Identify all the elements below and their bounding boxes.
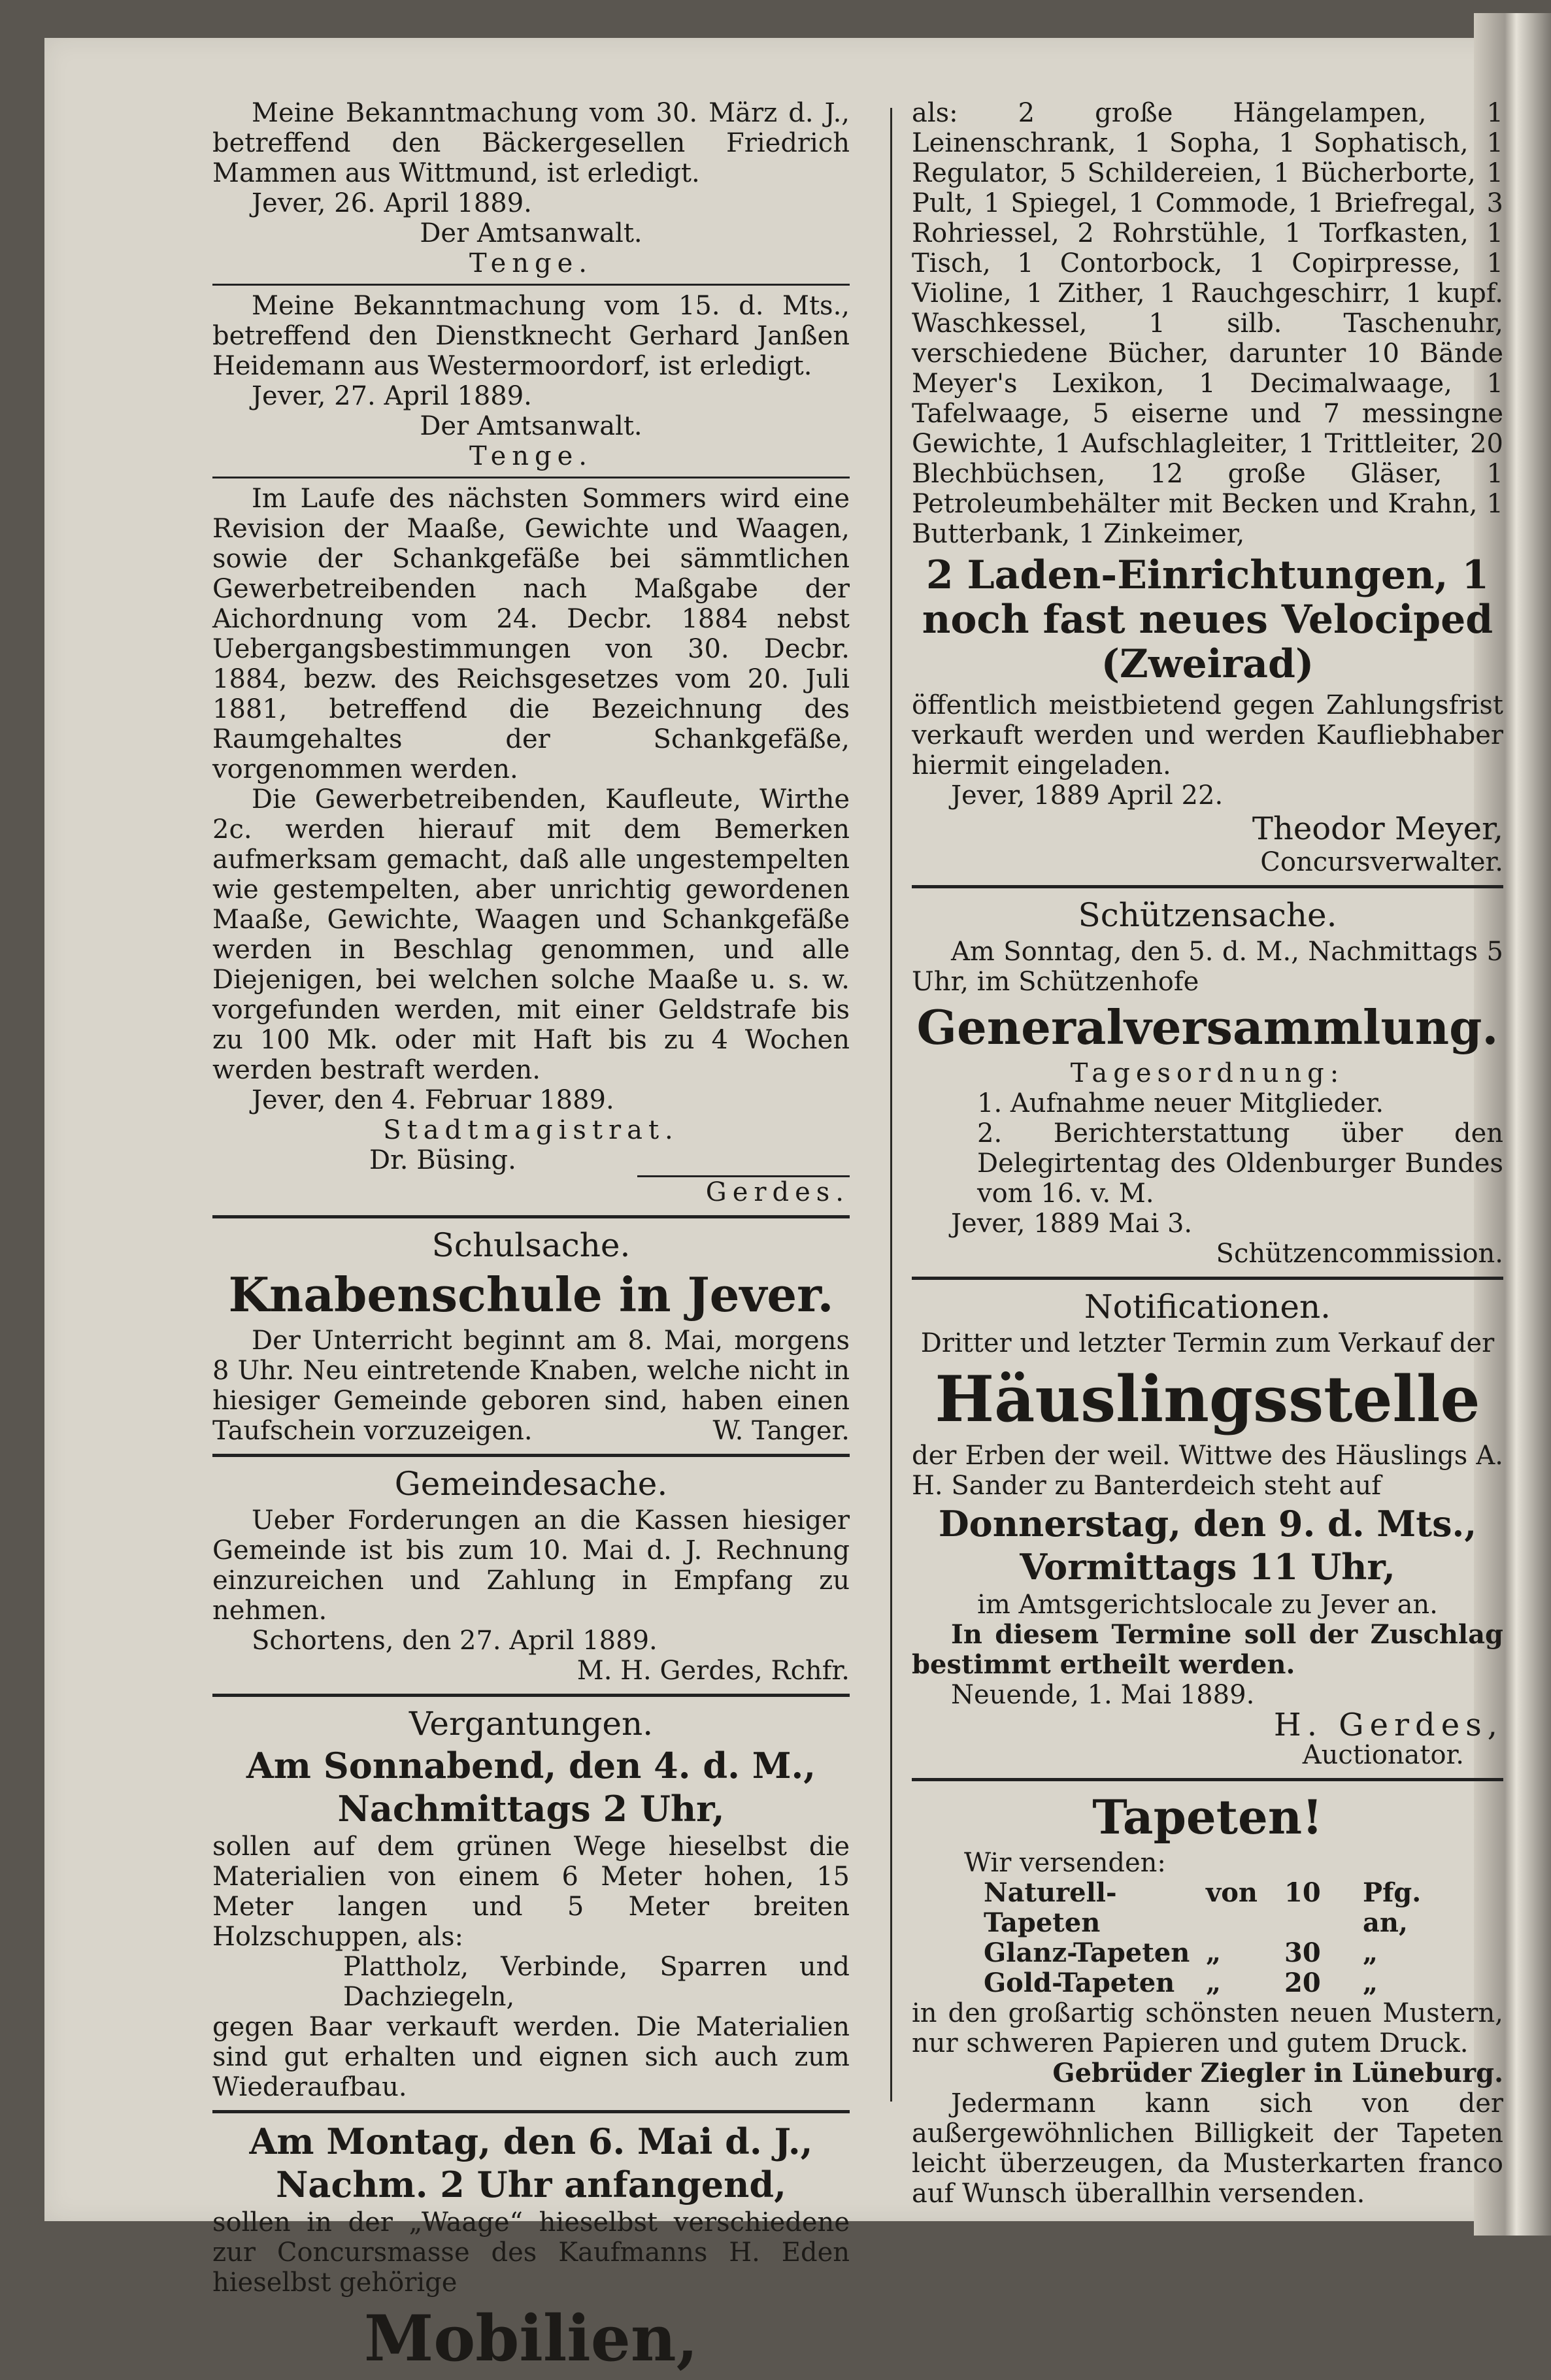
divider bbox=[212, 2110, 850, 2113]
section-title: Schützensache. bbox=[1078, 896, 1337, 934]
notice-paragraph: Im Laufe des nächsten Sommers wird eine Revision der Maaße, Gewichte und Waagen, sowie der Schankgefäße bei sämmtlichen Gewerbetreibenden nach Maßgabe der Aichordnung vom 24. Decbr. 1884 nebst Uebergangsbestimmungen von 30. Decbr. 1884, bezw. des Reichsgesetzes vom 20. Juli 1881, betreffend die Bezeichnung des Raumgehaltes der Schankgefäße, vorgenommen werden. bbox=[212, 484, 850, 784]
notice-office: Der Amtsanwalt. bbox=[420, 411, 642, 441]
price-prefix: von bbox=[1206, 1877, 1258, 1908]
notice-text: Dritter und letzter Termin zum Verkauf der bbox=[920, 1328, 1495, 1358]
notice-property-sale bbox=[912, 1288, 1503, 1770]
notice-text: Wir versenden: bbox=[964, 1848, 1166, 1878]
price-row bbox=[912, 1968, 1503, 1998]
notice-text: Meine Bekanntmachung vom 30. März d. J., betreffend den Bäckergesellen Friedrich Mammen aus Wittmund, ist erledigt. bbox=[212, 98, 850, 188]
agenda-item: 1. Aufnahme neuer Mitglieder. bbox=[977, 1088, 1384, 1118]
notice-office: Stadtmagistrat. bbox=[383, 1115, 679, 1145]
price-item: Glanz-Tapeten bbox=[984, 1937, 1190, 1968]
notice-date: Jever, 27. April 1889. bbox=[252, 381, 532, 411]
divider bbox=[212, 477, 850, 478]
price-value: 20 bbox=[1284, 1968, 1321, 1998]
sale-date: Donnerstag, den 9. d. Mts., bbox=[938, 1503, 1477, 1545]
price-unit: Pfg. an, bbox=[1363, 1877, 1422, 1938]
notice-text: der Erben der weil. Wittwe des Häuslings A. H. Sander zu Banterdeich steht auf bbox=[912, 1441, 1503, 1501]
notice-date: Neuende, 1. Mai 1889. bbox=[951, 1680, 1255, 1710]
notice-signature: W. Tanger. bbox=[712, 1416, 850, 1446]
price-row bbox=[912, 1878, 1503, 1938]
auction-items: Plattholz, Verbinde, Sparren und Dachziegeln, bbox=[343, 1952, 850, 2012]
price-prefix: „ bbox=[1206, 1937, 1222, 1968]
divider bbox=[212, 1694, 850, 1697]
divider bbox=[912, 1778, 1503, 1781]
notice-paragraph: Die Gewerbetreibenden, Kaufleute, Wirthe 2c. werden hierauf mit dem Bemerken aufmerksam gemacht, daß alle ungestempelten wie gestempelten, aber unrichtig gewordenen Maaße, Gewichte, Waagen und Schankgefäße werden in Beschlag genommen, und alle Diejenigen, bei welchen solche Maaße u. s. w. vorgefunden werden, mit einer Geldstrafe bis zu 100 Mk. oder mit Haft bis zu 4 Wochen werden bestraft werden. bbox=[212, 784, 850, 1085]
notice-signature: Schützencommission. bbox=[1216, 1239, 1503, 1269]
notice-shooting-club bbox=[912, 896, 1503, 1269]
price-value: 30 bbox=[1284, 1937, 1321, 1968]
notice-signature: H. Gerdes, bbox=[1273, 1707, 1503, 1743]
notice-wallpaper bbox=[912, 1789, 1503, 2209]
price-row bbox=[912, 1938, 1503, 1968]
firm-name: Gebrüder Ziegler in Lüneburg. bbox=[1052, 2058, 1503, 2088]
notice-headline: Knabenschule in Jever. bbox=[228, 1267, 834, 1322]
notice-role: Concursverwalter. bbox=[1260, 847, 1503, 877]
notice-community bbox=[212, 1465, 850, 1686]
price-item: Naturell-Tapeten bbox=[984, 1877, 1117, 1938]
divider bbox=[212, 284, 850, 286]
divider bbox=[212, 1215, 850, 1218]
section-title: Vergantungen. bbox=[409, 1705, 654, 1743]
notice-auction-shed bbox=[212, 1705, 850, 2102]
price-item: Gold-Tapeten bbox=[984, 1968, 1175, 1998]
section-title: Notificationen. bbox=[1084, 1288, 1331, 1326]
divider bbox=[912, 1277, 1503, 1280]
section-title: Gemeindesache. bbox=[394, 1465, 668, 1503]
notice-text: Jedermann kann sich von der außergewöhnlichen Billigkeit der Tapeten leicht überzeugen, da Musterkarten franco auf Wunsch überallhin versenden. bbox=[912, 2088, 1503, 2209]
item-list: als: 2 große Hängelampen, 1 Leinenschrank, 1 Sopha, 1 Sophatisch, 1 Regulator, 5 Schildereien, 1 Bücherborte, 1 Pult, 1 Spiegel, 1 Commode, 1 Briefregal, 3 Rohriessel, 2 Rohrstühle, 1 Torfkasten, 1 Tisch, 1 Contorbock, 1 Copirpresse, 1 Violine, 1 Zither, 1 Rauchgeschirr, 1 kupf. Waschkessel, 1 silb. Taschenuhr, verschiedene Bücher, darunter 10 Bände Meyer's Lexikon, 1 Decimalwaage, 1 Tafelwaage, 5 eiserne und 7 messingne Gewichte, 1 Aufschlagleiter, 1 Trittleiter, 20 Blechbüchsen, 12 große Gläser, 1 Petroleumbehälter mit Becken und Krahn, 1 Butterbank, 1 Zinkeimer, bbox=[912, 98, 1503, 549]
right-column bbox=[912, 98, 1503, 2213]
agenda-item: 2. Berichterstattung über den Delegirtentag des Oldenburger Bundes vom 16. v. M. bbox=[977, 1118, 1503, 1209]
notice-signature: M. H. Gerdes, Rchfr. bbox=[576, 1656, 850, 1686]
notice-auction-furniture bbox=[212, 2121, 850, 2375]
agenda-title: Tagesordnung: bbox=[1070, 1058, 1345, 1088]
auction-date: Am Sonnabend, den 4. d. M., bbox=[246, 1745, 816, 1786]
price-value: 10 bbox=[1284, 1877, 1321, 1908]
notice-office: Der Amtsanwalt. bbox=[420, 218, 642, 248]
notice-school bbox=[212, 1226, 850, 1446]
sale-time: Vormittags 11 Uhr, bbox=[1020, 1546, 1395, 1588]
auction-time: Nachmittags 2 Uhr, bbox=[337, 1788, 725, 1830]
notice-text: Am Sonntag, den 5. d. M., Nachmittags 5 Uhr, im Schützenhofe bbox=[912, 937, 1503, 997]
notice-headline: 2 Laden-Einrichtungen, 1 noch fast neues Velociped (Zweirad) bbox=[922, 552, 1493, 687]
notice-text: öffentlich meistbietend gegen Zahlungsfrist verkauft werden und werden Kaufliebhaber hiermit eingeladen. bbox=[912, 690, 1503, 780]
notice-text: Ueber Forderungen an die Kassen hiesiger Gemeinde ist bis zum 10. Mai d. J. Rechnung einzureichen und Zahlung in Empfang zu nehmen. bbox=[212, 1505, 850, 1626]
notice-signature: Tenge. bbox=[469, 441, 593, 471]
notice-date: Schortens, den 27. April 1889. bbox=[252, 1626, 658, 1656]
price-prefix: „ bbox=[1206, 1968, 1222, 1998]
divider bbox=[212, 1454, 850, 1457]
notice-revision bbox=[212, 484, 850, 1207]
notice-signature: Dr. Büsing. bbox=[369, 1145, 516, 1175]
notice-text: in den großartig schönsten neuen Mustern, nur schweren Papieren und gutem Druck. bbox=[912, 1998, 1503, 2058]
price-unit: „ bbox=[1363, 1937, 1378, 1968]
notice-text: sollen in der „Waage“ hieselbst verschiedene zur Concursmasse des Kaufmanns H. Eden hieselbst gehörige bbox=[212, 2207, 850, 2298]
notice-text: gegen Baar verkauft werden. Die Materialien sind gut erhalten und eignen sich auch zum Wiederaufbau. bbox=[212, 2012, 850, 2102]
notice-headline: Häuslingsstelle bbox=[935, 1362, 1480, 1436]
section-title: Schulsache. bbox=[431, 1226, 631, 1264]
notice-headline: Tapeten! bbox=[1092, 1789, 1323, 1845]
auction-date: Am Montag, den 6. Mai d. J., bbox=[249, 2120, 813, 2162]
left-column bbox=[212, 98, 850, 2380]
notice-heidemann bbox=[212, 291, 850, 471]
notice-date: Jever, 1889 April 22. bbox=[951, 780, 1224, 811]
divider bbox=[912, 885, 1503, 888]
notice-date: Jever, den 4. Februar 1889. bbox=[252, 1085, 614, 1115]
price-unit: „ bbox=[1363, 1968, 1378, 1998]
notice-role: Auctionator. bbox=[1302, 1740, 1464, 1770]
notice-signature: Tenge. bbox=[469, 248, 593, 278]
notice-text: Der Unterricht beginnt am 8. Mai, morgens 8 Uhr. Neu eintretende Knaben, welche nicht in hiesiger Gemeinde geboren sind, haben einen Taufschein vorzuzeigen. bbox=[212, 1326, 850, 1446]
notice-date: Jever, 26. April 1889. bbox=[252, 188, 532, 218]
notice-headline: Mobilien, bbox=[363, 2302, 699, 2375]
notice-text: sollen auf dem grünen Wege hieselbst die Materialien von einem 6 Meter hohen, 15 Meter langen und 5 Meter breiten Holzschuppen, als: bbox=[212, 1832, 850, 1952]
notice-text: In diesem Termine soll der Zuschlag bestimmt ertheilt werden. bbox=[912, 1619, 1503, 1680]
auction-time: Nachm. 2 Uhr anfangend, bbox=[276, 2164, 786, 2205]
sale-place: im Amtsgerichtslocale zu Jever an. bbox=[977, 1590, 1438, 1620]
column-divider bbox=[890, 108, 892, 2102]
notice-signature: Gerdes. bbox=[637, 1175, 850, 1207]
notice-headline: Generalversammlung. bbox=[916, 999, 1499, 1055]
notice-mammen bbox=[212, 98, 850, 278]
notice-date: Jever, 1889 Mai 3. bbox=[951, 1209, 1193, 1239]
notice-furniture-list bbox=[912, 98, 1503, 877]
notice-text: Meine Bekanntmachung vom 15. d. Mts., betreffend den Dienstknecht Gerhard Janßen Heidemann aus Westermoordorf, ist erledigt. bbox=[212, 291, 850, 381]
notice-signature: Theodor Meyer, bbox=[1252, 811, 1503, 847]
